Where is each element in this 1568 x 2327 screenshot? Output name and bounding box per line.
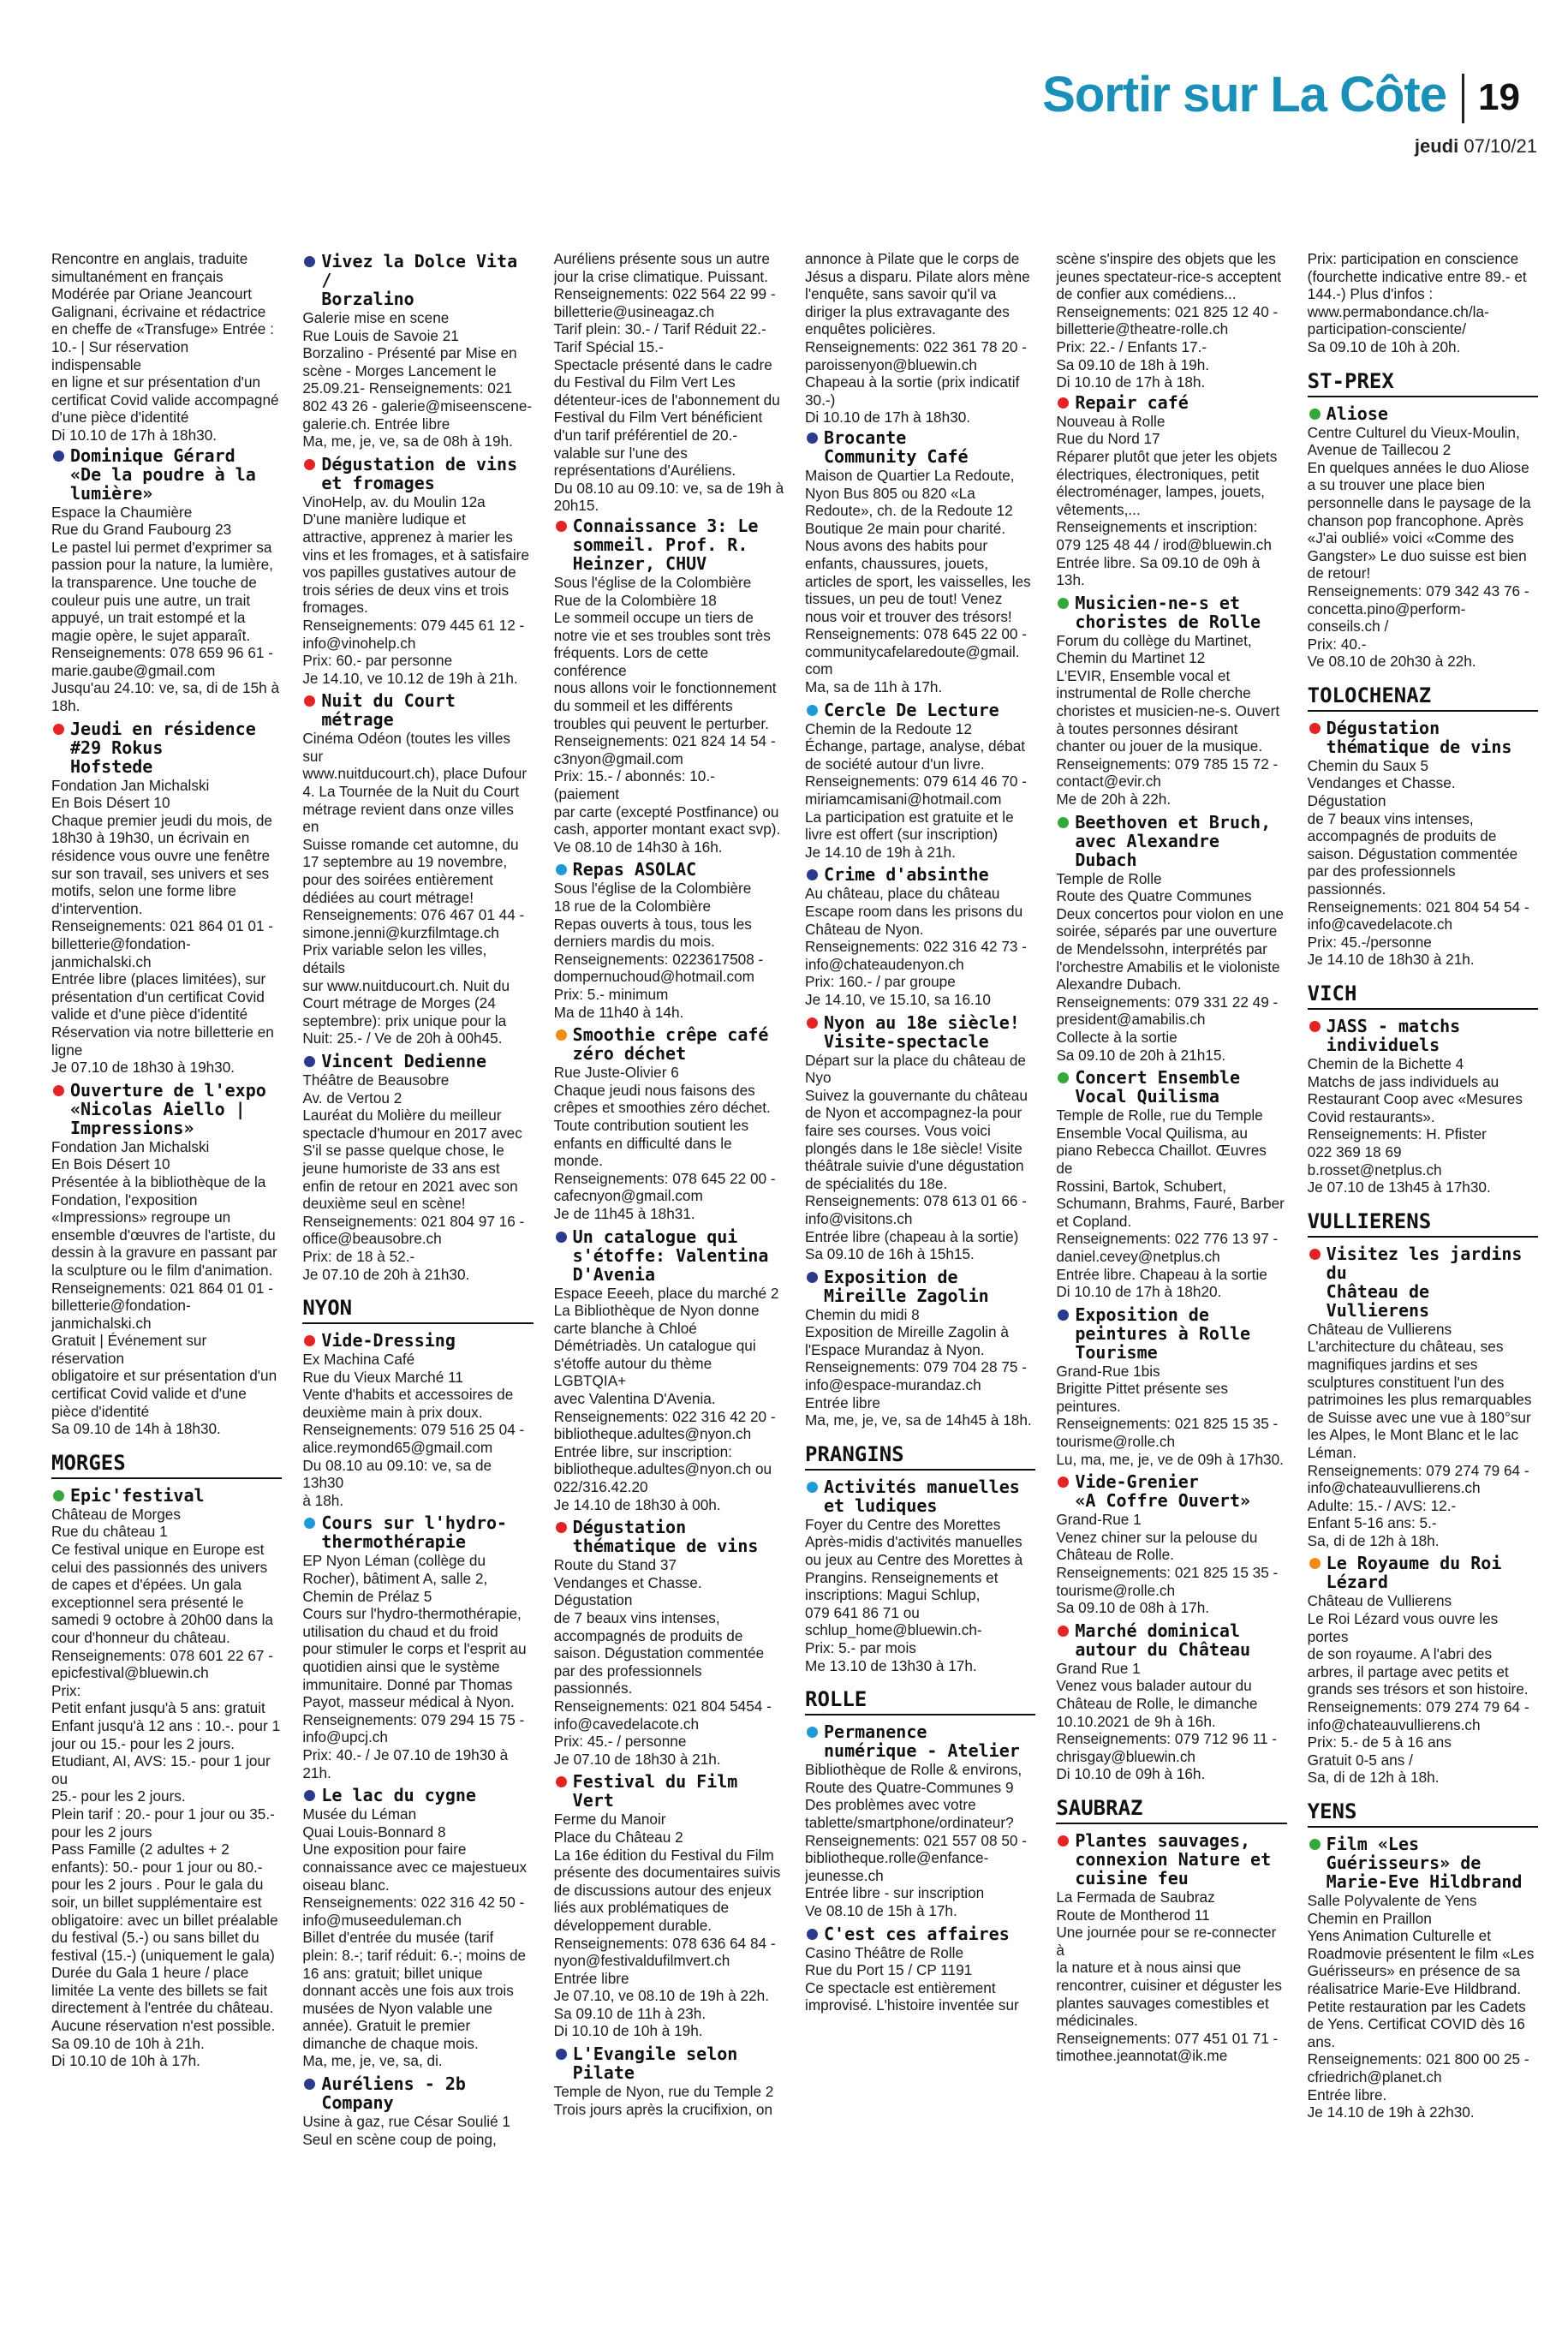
event-listing [1056,1621,1286,1783]
event-title-text: Auréliens - 2b Company [321,2073,466,2114]
event-listing [805,701,1035,862]
section-heading: PRANGINS [805,1441,1035,1471]
event-title [302,691,533,729]
event-title [1308,404,1538,423]
category-dot-icon [807,1727,818,1738]
category-dot-icon [556,1522,567,1533]
category-dot-icon [1309,1249,1321,1260]
event-title-text: L'Evangile selon Pilate [572,2044,738,2084]
continued-text: Rencontre en anglais, traduite simultanément en français Modérée par Oriane Jeancourt Galignani, écrivaine et rédactrice en cheffe de «Transfuge» Entrée : 10.- | Sur réservation indispensable en ligne et sur présentation d'un certificat Covid valide accompagné d'une pièce d'identité Di 10.10 de 17h à 18h30. [51,250,279,444]
event-title [805,428,1035,466]
event-listing [554,2044,784,2118]
event-details: Temple de Rolle, rue du Temple Ensemble Vocal Quilisma, au piano Rebecca Chaillot. Œuvres de Rossini, Bartok, Schubert, Schumann, Brahms, Fauré, Barber et Copland. Renseignements: 022 776 13 97 - daniel.cevey@netplus.ch Entrée libre. Chapeau à la sortie Di 10.10 de 17h à 18h20. [1056,1107,1285,1301]
event-details: Temple de Nyon, rue du Temple 2 Trois jours après la crucifixion, on [553,2083,774,2118]
event-details: Départ sur la place du château de Nyo Suivez la gouvernante du château de Nyon et accompagnez-la pour faire ses courses. Vous voici plongés dans le 18e siècle! Visite théâtrale suivie d'une dégustation de spécialités du 18e. Renseignements: 078 613 01 66 - info@visitons.ch Entrée libre (chapeau à la sortie) Sa 09.10 de 16h à 15h15. [805,1051,1028,1263]
event-listing [554,516,784,856]
category-dot-icon [556,864,567,875]
section-heading: TOLOCHENAZ [1308,683,1538,712]
event-title-text: Nyon au 18e siècle! Visite-spectacle [824,1011,1020,1052]
category-dot-icon [304,1335,315,1346]
event-title [554,1227,784,1284]
event-details: Temple de Rolle Route des Quatre Communes Deux concertos pour violon en une soirée, séparés par une ouverture de Mendelssohn, interprétés par l'orchestre Amabilis et le violoniste Alexandre Dubach. Renseignements: 079 331 22 49 - president@amabilis.ch Collecte à la sortie Sa 09.10 de 20h à 21h15. [1056,869,1284,1064]
event-title-text: Connaissance 3: Le sommeil. Prof. R. Heinzer, CHUV [572,515,759,574]
category-dot-icon [556,521,567,532]
event-details: Bibliothèque de Rolle & environs, Route des Quatre-Communes 9 Des problèmes avec votre tablette/smartphone/ordinateur? Renseignements: 021 557 08 50 - bibliotheque.rolle@enfance- jeunesse.ch Entrée libre - sur inscription Ve 08.10 de 15h à 17h. [805,1761,1027,1919]
event-title [302,455,533,492]
event-title-text: Musicien-ne-s et choristes de Rolle [1075,592,1261,632]
event-title-text: Beethoven et Bruch, avec Alexandre Dubach [1075,811,1272,870]
event-title-text: Activités manuelles et ludiques [824,1476,1020,1516]
category-dot-icon [304,1790,315,1801]
category-dot-icon [807,705,818,716]
event-details: Centre Culturel du Vieux-Moulin, Avenue de Taillecou 2 En quelques années le duo Aliose a su trouver une place bien personnelle dans le paysage de la chanson pop francophone. Après «J'ai oublié» voici «Comme des Gangster» Le duo suisse est bien de retour! Renseignements: 079 342 43 76 - concetta.pino@perform- conseils.ch / Prix: 40.- Ve 08.10 de 20h30 à 22h. [1307,423,1531,671]
listings-columns [51,250,1538,2310]
category-dot-icon [53,450,64,462]
event-title-text: Le lac du cygne [321,1785,476,1806]
event-details: Ferme du Manoir Place du Château 2 La 16e édition du Festival du Film présente des documentaires suivis de discussions autour des enjeux liés aux problématiques de développement durable. Renseignements: 078 636 64 84 - nyon@festivaldufilmvert.ch Entrée libre Je 07.10, ve 08.10 de 19h à 22h. Sa 09.10 de 11h à 23h. Di 10.10 de 10h à 19h. [553,1811,781,2040]
event-listing [1056,1305,1286,1469]
category-dot-icon [304,459,315,470]
category-dot-icon [304,256,315,267]
event-listing [554,1772,784,2040]
event-listing [302,691,533,1047]
category-dot-icon [1309,409,1321,420]
category-dot-icon [807,869,818,880]
event-listing [805,1013,1035,1263]
column-4 [805,250,1035,2310]
event-listing [1056,393,1286,589]
category-dot-icon [807,1272,818,1283]
section-heading: VICH [1308,981,1538,1010]
event-details: Fondation Jan Michalski En Bois Désert 10 Présentée à la bibliothèque de la Fondation, l'exposition «Impressions» regroupe un ensemble d'œuvres de l'artiste, du dessin à la gravure en passant par la sculpture ou le film d'animation. Renseignements: 021 864 01 01 - billetterie@fondation- janmichalski.ch Gratuit | Événement sur réservation obligatoire et sur présentation d'un certificat Covid valide et d'une pièce d'identité Sa 09.10 de 14h à 18h30. [51,1137,277,1438]
event-details: Maison de Quartier La Redoute, Nyon Bus 805 ou 820 «La Redoute», ch. de la Redoute 12 Boutique 2e main pour charité. Nous avons des habits pour enfants, chaussures, jouets, articles de sport, les vaisselles, les tissues, un peu de tout! Venez nous voir et trouver des trésors! Renseignements: 078 645 22 00 - communitycafelaredoute@gmail. com Ma, sa de 11h à 17h. [805,466,1031,696]
category-dot-icon [304,1518,315,1529]
category-dot-icon [1058,1072,1069,1083]
page-header [0,0,1568,157]
event-listing [1308,404,1538,671]
issue-date-value: 07/10/21 [1464,135,1537,157]
event-details: Casino Théâtre de Rolle Rue du Port 15 / CP 1191 Ce spectacle est entièrement improvisé. L'histoire inventée sur [805,1943,1019,2014]
event-title [1056,813,1286,869]
continued-text: scène s'inspire des objets que les jeunes spectateur-rice-s acceptent de confier aux comédiens... Renseignements: 021 825 12 40 - billetterie@theatre-rolle.ch Prix: 22.- / Enfants 17.- Sa 09.10 de 18h à 19h. Di 10.10 de 17h à 18h. [1056,250,1282,391]
event-details: Sous l'église de la Colombière 18 rue de la Colombière Repas ouverts à tous, tous les derniers mardis du mois. Renseignements: 0223617508 - dompernuchoud@hotmail.com Prix: 5.- minimum Ma de 11h40 à 14h. [553,880,764,1021]
event-listing [302,1786,533,2070]
column-1 [51,250,282,2310]
column-2 [302,250,533,2310]
event-title [554,1025,784,1063]
event-title [1056,594,1286,631]
event-title-text: Nuit du Court métrage [321,690,456,731]
category-dot-icon [1309,1839,1321,1850]
column-6 [1308,250,1538,2310]
event-title-text: Smoothie crêpe café zéro déchet [572,1024,769,1065]
category-dot-icon [53,1490,64,1501]
event-details: Chemin du Saux 5 Vendanges et Chasse. Dégustation de 7 beaux vins intenses, accompagnés de produits de saison. Dégustation commentée par des professionnels passionnés. Renseignements: 021 804 54 54 - info@cavedelacote.ch Prix: 45.-/personne Je 14.10 de 18h30 à 21h. [1307,756,1529,969]
event-title-text: Concert Ensemble Vocal Quilisma [1075,1067,1240,1107]
category-dot-icon [1058,1835,1069,1847]
event-details: Sous l'église de la Colombière Rue de la Colombière 18 Le sommeil occupe un tiers de notre vie et ses troubles sont très fréquents. Lors de cette conférence nous allons voir le fonctionnement du sommeil et les différents troubles qui peuvent le perturber. Renseignements: 021 824 14 54 - c3nyon@gmail.com Prix: 15.- / abonnés: 10.- (paiement par carte (excepté Postfinance) ou cash, apporter montant exact svp). Ve 08.10 de 14h30 à 16h. [553,573,781,856]
event-listing [1056,1472,1286,1617]
event-title [302,1513,533,1551]
section-heading: VULLIERENS [1308,1208,1538,1238]
event-title [1308,1017,1538,1054]
event-details: Chemin de la Bichette 4 Matchs de jass individuels au Restaurant Coop avec «Mesures Covid restaurants». Renseignements: H. Pfister 022 369 18 69 b.rosset@netplus.ch Je 07.10 de 13h45 à 17h30. [1307,1055,1523,1196]
event-details: Musée du Léman Quai Louis-Bonnard 8 Une exposition pour faire connaissance avec ce majestueux oiseau blanc. Renseignements: 022 316 42 50 - info@museeduleman.ch Billet d'entrée du musée (tarif plein: 8.-; tarif réduit: 6.-; moins de 16 ans: gratuit; billet unique donnant accès une fois aux trois musées de Nyon valable une année). Gratuit le premier dimanche de chaque mois. Ma, me, je, ve, sa, di. [302,1805,528,2070]
event-title [302,1052,533,1071]
event-title [805,701,1035,719]
event-title-text: Visitez les jardins du Château de Vullierens [1326,1243,1523,1321]
event-listing [51,1486,282,2070]
event-listing [51,1081,282,1438]
event-title [51,719,282,776]
event-title [51,1486,282,1505]
event-details: Usine à gaz, rue César Soulié 1 Seul en scène coup de poing, [302,2113,510,2148]
category-dot-icon [1058,598,1069,609]
event-listing [302,1331,533,1509]
event-title [805,1722,1035,1760]
event-listing [302,1513,533,1781]
category-dot-icon [1058,1310,1069,1321]
event-title-text: Vivez la Dolce Vita / Borzalino [321,251,518,309]
event-title-text: Cercle De Lecture [824,699,999,720]
event-listing [1056,1068,1286,1301]
event-title-text: Film «Les Guérisseurs» de Marie-Eve Hildbrand [1326,1834,1523,1892]
event-listing [805,865,1035,1008]
event-title-text: Plantes sauvages, connexion Nature et cuisine feu [1075,1829,1272,1888]
event-listing [805,1722,1035,1919]
event-listing [1308,719,1538,969]
event-details: Chemin de la Redoute 12 Échange, partage, analyse, débat de société autour d'un livre. Renseignements: 079 614 46 70 - miriamcamisani@hotmail.com La participation est gratuite et le livre est offert (sur inscription) Je 14.10 de 19h à 21h. [805,719,1027,861]
event-details: Espace Eeeeh, place du marché 2 La Bibliothèque de Nyon donne carte blanche à Chloé Démétriadès. Un catalogue qui s'étoffe autour du thème LGBTQIA+ avec Valentina D'Avenia. Renseignements: 022 316 42 20 - bibliotheque.adultes@nyon.ch Entrée libre, sur inscription: bibliotheque.adultes@nyon.ch ou 022/316.42.20 Je 14.10 de 18h30 à 00h. [553,1284,779,1513]
event-title [1056,1621,1286,1659]
event-title-text: Epic'festival [70,1484,205,1506]
category-dot-icon [556,1232,567,1243]
event-title [805,1013,1035,1051]
issue-day: jeudi [1414,135,1459,157]
event-title [302,252,533,308]
event-details: Espace la Chaumière Rue du Grand Faubourg 23 Le pastel lui permet d'exprimer sa passion pour la nature, la lumière, la transparence. Une touche de couleur puis une autre, un trait appuyé, un trait estompé et la magie opère, le sujet apparaît. Renseignements: 078 659 96 61 - marie.gaube@gmail.com Jusqu'au 24.10: ve, sa, di de 15h à 18h. [51,503,280,715]
event-details: EP Nyon Léman (collège du Rocher), bâtiment A, salle 2, Chemin de Prélaz 5 Cours sur l'hydro-thermothérapie, utilisation du chaud et du froid pour stimuler le corps et l'esprit au quotidien ainsi que le système immunitaire. Donné par Thomas Payot, masseur médical à Nyon. Renseignements: 079 294 15 75 - info@upcj.ch Prix: 40.- / Je 07.10 de 19h30 à 21h. [302,1552,527,1781]
event-listing [1308,1244,1538,1550]
event-details: Château de Vullierens L'architecture du château, ses magnifiques jardins et ses sculptures constituent l'un des patrimoines les plus remarquables de Suisse avec une vue à 180°sur les Alpes, le Mont Blanc et le lac Léman. Renseignements: 079 274 79 64 - info@chateauvullierens.ch Adulte: 15.- / AVS: 12.- Enfant 5-16 ans: 5.- Sa, di de 12h à 18h. [1307,1320,1532,1549]
event-details: Cinéma Odéon (toutes les villes sur www.nuitducourt.ch), place Dufour 4. La Tournée de la Nuit du Court métrage revient dans onze villes en Suisse romande cet automne, du 17 septembre au 19 novembre, pour des soirées entièrement dédiées au court métrage! Renseignements: 076 467 01 44 - simone.jenni@kurzfilmtage.ch Prix variable selon les villes, détails sur www.nuitducourt.ch. Nuit du Court métrage de Morges (24 septembre): prix unique pour la Nuit: 25.- / Ve de 20h à 00h45. [302,730,528,1047]
event-details: Fondation Jan Michalski En Bois Désert 10 Chaque premier jeudi du mois, de 18h30 à 19h30, un écrivain en résidence vous ouvre une fenêtre sur son travail, ses univers et ses motifs, selon une forme libre d'intervention. Renseignements: 021 864 01 01 - billetterie@fondation- janmichalski.ch Entrée libre (places limitées), sur présentation d'un certificat Covid valide et d'une pièce d'identité Réservation via notre billetterie en ligne Je 07.10 de 18h30 à 19h30. [51,776,274,1077]
event-title [805,865,1035,884]
section-heading: NYON [302,1295,533,1324]
event-title [1308,1554,1538,1591]
category-dot-icon [1058,817,1069,828]
event-title-text: Festival du Film Vert [572,1771,738,1811]
event-listing [554,1025,784,1222]
section-heading: SAUBRAZ [1056,1795,1286,1824]
section-title: Sortir sur La Côte [1042,67,1446,122]
category-dot-icon [807,1017,818,1029]
event-title [805,1268,1035,1305]
category-dot-icon [807,433,818,444]
event-title-text: Un catalogue qui s'étoffe: Valentina D'Avenia [572,1226,769,1285]
category-dot-icon [556,1776,567,1787]
category-dot-icon [53,1085,64,1096]
event-details: Château de Morges Rue du château 1 Ce festival unique en Europe est celui des passionnés des univers de capes et d'épées. Un gala exceptionnel sera présenté le samedi 9 octobre à 20h00 dans la cour d'honneur du château. Renseignements: 078 601 22 67 - epicfestival@bluewin.ch Prix: Petit enfant jusqu'à 5 ans: gratuit Enfant jusqu'à 12 ans : 10.-. pour 1 jour ou 15.- pour les 2 jours. Etudiant, AI, AVS: 15.- pour 1 jour ou 25.- pour les 2 jours. Plein tarif : 20.- pour 1 jour ou 35.- pour les 2 jours Pass Famille (2 adultes + 2 enfants): 50.- pour 1 jour ou 80.- pour les 2 jours . Pour le gala du soir, un billet supplémentaire est obligatoire: avec un billet préalable du festival (5.-) ou sans billet du festival (15.-) (uniquement le gala) Durée du Gala 1 heure / place limitée La vente des billets se fait directement à l'entrée du château. Aucune réservation n'est possible. Sa 09.10 de 10h à 21h. Di 10.10 de 10h à 17h. [51,1505,281,2070]
event-details: Théâtre de Beausobre Av. de Vertou 2 Lauréat du Molière du meilleur spectacle d'humour en 2017 avec S'il se passe quelque chose, le jeune humoriste de 33 ans est enfin de retour en 2021 avec son deuxième seul en scène! Renseignements: 021 804 97 16 - office@beausobre.ch Prix: de 18 à 52.- Je 07.10 de 20h à 21h30. [302,1071,525,1283]
event-title-text: Repair café [1075,391,1189,413]
category-dot-icon [1309,723,1321,734]
category-dot-icon [1309,1558,1321,1569]
event-listing [554,1227,784,1514]
event-title [302,1331,533,1350]
category-dot-icon [1058,397,1069,409]
event-details: Grand Rue 1 Venez vous balader autour du Château de Rolle, le dimanche 10.10.2021 de 9h à 16h. Renseignements: 079 712 96 11 - chrisgay@bluewin.ch Di 10.10 de 09h à 16h. [1056,1659,1277,1783]
event-title [1308,1244,1538,1320]
category-dot-icon [304,1056,315,1067]
category-dot-icon [1058,1477,1069,1488]
event-title [554,860,784,879]
event-title [805,1924,1035,1943]
event-details: Château de Vullierens Le Roi Lézard vous ouvre les portes de son royaume. A l'abri des arbres, il partage avec petits et grands ses trésors et son histoire. Renseignements: 079 274 79 64 - info@chateauvullierens.ch Prix: 5.- de 5 à 16 ans Gratuit 0-5 ans / Sa, di de 12h à 18h. [1307,1592,1529,1787]
event-listing [805,1924,1035,2014]
category-dot-icon [1058,1626,1069,1637]
event-listing [554,1518,784,1768]
event-title-text: Vide-Dressing [321,1330,456,1351]
continued-text: annonce à Pilate que le corps de Jésus a disparu. Pilate alors mène l'enquête, sans savoir qu'il va diriger la plus extravagante des enquêtes policières. Renseignements: 022 361 78 20 - paroissenyon@bluewin.ch Chapeau à la sortie (prix indicatif 30.-) Di 10.10 de 17h à 18h30. [805,250,1030,427]
event-title [1056,1305,1286,1362]
category-dot-icon [556,1029,567,1041]
issue-date [1415,137,1537,156]
section-heading: ST-PREX [1308,368,1538,397]
event-listing [805,1268,1035,1429]
event-title [805,1477,1035,1515]
event-title-text: Crime d'absinthe [824,864,989,886]
event-details: Nouveau à Rolle Rue du Nord 17 Réparer plutôt que jeter les objets électriques, électroniques, petit électroménager, lampes, jouets, vêtements,... Renseignements et inscription: 079 125 48 44 / irod@bluewin.ch Entrée libre. Sa 09.10 de 09h à 13h. [1056,412,1278,589]
event-title [1308,719,1538,756]
event-title [554,1772,784,1810]
event-title-text: Exposition de Mireille Zagolin [824,1266,989,1306]
event-title [1056,393,1286,412]
event-listing [1056,813,1286,1065]
event-title [51,1081,282,1137]
event-title-text: Jeudi en résidence #29 Rokus Hofstede [70,718,256,777]
continued-text: Auréliens présente sous un autre jour la crise climatique. Puissant. Renseignements: 022 564 22 99 - billetterie@usineagaz.ch Tarif plein: 30.- / Tarif Réduit 22.- Tarif Spécial 15.- Spectacle présenté dans le cadre du Festival du Film Vert Les détenteur-ices de l'abonnement du Festival du Film Vert bénéficient d'un tarif préférentiel de 20.- valable sur l'une des représentations d'Auréliens. Du 08.10 au 09.10: ve, sa de 19h à 20h15. [553,250,784,515]
event-listing [1056,1831,1286,2065]
category-dot-icon [807,1929,818,1940]
event-title-text: Repas ASOLAC [572,859,697,880]
category-dot-icon [1309,1021,1321,1032]
column-5 [1056,250,1286,2310]
event-listing [302,1052,533,1283]
event-title-text: JASS - matchs individuels [1326,1016,1461,1055]
event-listing [805,1477,1035,1674]
event-title-text: Marché dominical autour du Château [1075,1620,1251,1660]
category-dot-icon [807,1482,818,1493]
page-number: 19 [1478,76,1520,118]
event-details: Forum du collège du Martinet, Chemin du Martinet 12 L'EVIR, Ensemble vocal et instrumental de Rolle cherche choristes et musicien-ne-s. Ouvert à toutes personnes désirant chanter ou jouer de la musique. Renseignements: 079 785 15 72 - contact@evir.ch Me de 20h à 22h. [1056,631,1280,808]
event-listing [302,2074,533,2148]
event-listing [1308,1017,1538,1196]
event-listing [302,252,533,450]
event-listing [302,455,533,688]
event-title-text: Dégustation thématique de vins [1326,717,1512,757]
event-listing [51,446,282,715]
category-dot-icon [53,724,64,735]
event-title-text: Ouverture de l'expo «Nicolas Aiello | Impressions» [70,1079,266,1138]
event-details: Grand-Rue 1bis Brigitte Pittet présente ses peintures. Renseignements: 021 825 15 35 - tourisme@rolle.ch Lu, ma, me, je, ve de 09h à 17h30. [1056,1362,1284,1468]
section-heading: YENS [1308,1799,1538,1828]
section-heading: MORGES [51,1450,282,1479]
event-title [1056,1068,1286,1106]
event-title-text: Le Royaume du Roi Lézard [1326,1553,1502,1593]
event-details: Rue Juste-Olivier 6 Chaque jeudi nous faisons des crêpes et smoothies zéro déchet. Toute contribution soutient les enfants en difficulté dans le monde. Renseignements: 078 645 22 00 - cafecnyon@gmail.com Je de 11h45 à 18h31. [553,1064,776,1222]
event-title [554,516,784,573]
event-details: Chemin du midi 8 Exposition de Mireille Zagolin à l'Espace Murandaz à Nyon. Renseignements: 079 704 28 75 - info@espace-murandaz.ch Entrée libre Ma, me, je, ve, sa de 14h45 à 18h. [805,1305,1032,1429]
event-title [1056,1472,1286,1510]
event-title [1308,1835,1538,1891]
event-details: Au château, place du château Escape room dans les prisons du Château de Nyon. Renseignements: 022 316 42 73 - info@chateaudenyon.ch Prix: 160.- / par groupe Je 14.10, ve 15.10, sa 16.10 [805,885,1027,1008]
event-listing [1308,1554,1538,1787]
event-details: Grand-Rue 1 Venez chiner sur la pelouse du Château de Rolle. Renseignements: 021 825 15 35 - tourisme@rolle.ch Sa 09.10 de 08h à 17h. [1056,1511,1279,1617]
event-details: La Fermada de Saubraz Route de Montherod 11 Une journée pour se re-connecter à la nature et à nous ainsi que rencontrer, cuisiner et déguster les plantes sauvages comestibles et médicinales. Renseignements: 077 451 01 71 - timothee.jeannotat@ik.me [1056,1888,1283,2065]
category-dot-icon [304,2079,315,2090]
category-dot-icon [304,695,315,707]
event-details: VinoHelp, av. du Moulin 12a D'une manière ludique et attractive, apprenez à marier les vins et les fromages, et à satisfaire vos papilles gustatives autour de trois séries de deux vins et trois fromages. Renseignements: 079 445 61 12 - info@vinohelp.ch Prix: 60.- par personne Je 14.10, ve 10.12 de 19h à 21h. [302,492,529,687]
event-title-text: Dominique Gérard «De la poudre à la lumière» [70,445,256,504]
event-title [1056,1831,1286,1888]
event-listing [1056,594,1286,808]
header-divider [1462,74,1464,123]
event-title-text: C'est ces affaires [824,1923,1010,1944]
continued-text: Prix: participation en conscience (fourchette indicative entre 89.- et 144.-) Plus d'infos : www.permabondance.ch/la- participation-consciente/ Sa 09.10 de 10h à 20h. [1307,250,1527,355]
event-details: Route du Stand 37 Vendanges et Chasse. Dégustation de 7 beaux vins intenses, accompagnés de produits de saison. Dégustation commentée par des professionnels passionnés. Renseignements: 021 804 5454 - info@cavedelacote.ch Prix: 45.- / personne Je 07.10 de 18h30 à 21h. [553,1556,772,1768]
event-title-text: Cours sur l'hydro- thermothérapie [321,1513,508,1553]
event-title [554,2044,784,2082]
event-title [302,1786,533,1805]
event-listing [1308,1835,1538,2121]
event-title-text: Vincent Dedienne [321,1050,486,1071]
event-details: Ex Machina Café Rue du Vieux Marché 11 Vente d'habits et accessoires de deuxième main à prix doux. Renseignements: 079 516 25 04 - alice.reymond65@gmail.com Du 08.10 au 09.10: ve, sa de 13h30 à 18h. [302,1351,525,1509]
event-listing [554,860,784,1021]
event-title [554,1518,784,1555]
event-title-text: Aliose [1326,403,1388,424]
column-3 [554,250,784,2310]
event-title [302,2074,533,2112]
event-title-text: Vide-Grenier «A Coffre Ouvert» [1075,1471,1251,1512]
event-title-text: Dégustation thématique de vins [572,1517,759,1557]
event-title-text: Dégustation de vins et fromages [321,453,518,493]
event-details: Salle Polyvalente de Yens Chemin en Praillon Yens Animation Culturelle et Roadmovie présentent le film «Les Guérisseurs» en présence de sa réalisatrice Marie-Eve Hildbrand. Petite restauration par les Cadets de Yens. Certificat COVID dès 16 ans. Renseignements: 021 800 00 25 - cfriedrich@planet.ch Entrée libre. Je 14.10 de 19h à 22h30. [1307,1892,1535,2121]
event-details: Galerie mise en scene Rue Louis de Savoie 21 Borzalino - Présenté par Mise en scène - Morges Lancement le 25.09.21- Renseignements: 021 802 43 26 - galerie@miseenscene- galerie.ch. Entrée libre Ma, me, je, ve, sa de 08h à 19h. [302,309,533,450]
section-heading: ROLLE [805,1686,1035,1715]
event-listing [51,719,282,1077]
event-title [51,446,282,503]
category-dot-icon [556,2049,567,2060]
event-details: Foyer du Centre des Morettes Après-midis d'activités manuelles ou jeux au Centre des Morettes à Prangins. Renseignements et inscriptions: Magui Schlup, 079 641 86 71 ou schlup_home@bluewin.ch- Prix: 5.- par mois Me 13.10 de 13h30 à 17h. [805,1515,1023,1674]
event-title-text: Exposition de peintures à Rolle Tourisme [1075,1304,1251,1363]
event-listing [805,428,1035,696]
event-title-text: Brocante Community Café [824,427,969,467]
event-title-text: Permanence numérique - Atelier [824,1721,1020,1762]
